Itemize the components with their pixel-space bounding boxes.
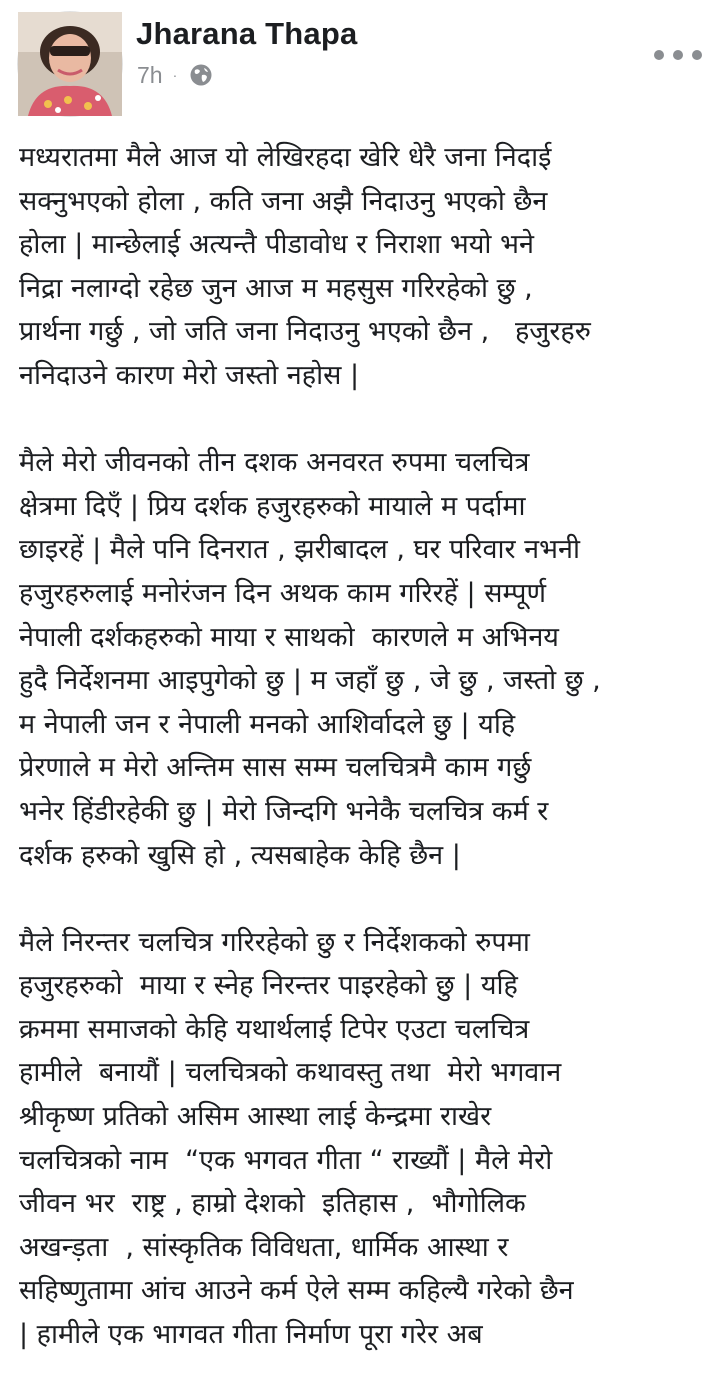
post-text-line: हामीले बनायौं | चलचित्रको कथावस्तु तथा मेरो भगवान [19, 1057, 562, 1089]
post-paragraph [19, 136, 709, 398]
avatar-photo [18, 12, 122, 116]
post-text-line: मध्यरातमा मैले आज यो लेखिरहदा खेरि धेरै जना निदाई [19, 142, 552, 173]
post-text-line: प्रार्थना गर्छु , जो जति जना निदाउनु भएको छैन , हजुरहरु [19, 316, 591, 348]
post-text-line: छाइरहें | मैले पनि दिनरात , झरीबादल , घर परिवार नभनी [19, 534, 581, 566]
author-avatar[interactable] [18, 12, 122, 116]
post-text-line: जीवन भर राष्ट्र , हाम्रो देशको इतिहास , भौगोलिक [19, 1188, 526, 1220]
post-text-line: हजुरहरुलाई मनोरंजन दिन अथक काम गरिरहें | सम्पूर्ण [19, 577, 546, 609]
post-text-line: | हामीले एक भागवत गीता निर्माण पूरा गरेर अब [19, 1319, 483, 1351]
post-text-line: श्रीकृष्ण प्रतिको असिम आस्था लाई केन्द्रमा राखेर [19, 1101, 492, 1133]
more-dot-icon [654, 50, 664, 60]
post-text-line: निद्रा नलाग्दो रहेछ जुन आज म महसुस गरिरहेको छु , [19, 272, 533, 304]
more-options-button[interactable] [654, 40, 702, 70]
post-meta [137, 60, 213, 90]
post-text-line: सहिष्णुतामा आंच आउने कर्म ऐले सम्म कहिल्यै गरेको छैन [19, 1275, 574, 1307]
post-paragraph [19, 921, 709, 1357]
post-text-line: हजुरहरुको माया र स्नेह निरन्तर पाइरहेको छु | यहि [19, 970, 518, 1002]
post-text-line: ननिदाउने कारण मेरो जस्तो नहोस | [19, 359, 360, 391]
post-text-line: सक्नुभएको होला , कति जना अझै निदाउनु भएको छैन [19, 185, 548, 217]
post-text-line: क्रममा समाजको केहि यथार्थलाई टिपेर एउटा चलचित्र [19, 1013, 530, 1045]
post-text-line: भनेर हिंडीरहेकी छु | मेरो जिन्दगि भनेकै चलचित्र कर्म र [19, 795, 549, 827]
post-text-line: हुदै निर्देशनमा आइपुगेको छु | म जहाँ छु , जे छु , जस्तो छु , [19, 665, 601, 697]
post-text-line: प्रेरणाले म मेरो अन्तिम सास सम्म चलचित्रमै काम गर्छु [19, 752, 532, 784]
post-text-line: दर्शक हरुको खुसि हो , त्यसबाहेक केहि छैन | [19, 839, 461, 871]
author-name[interactable]: Jharana Thapa [136, 16, 358, 51]
post-text-line: मैले मेरो जीवनको तीन दशक अनवरत रुपमा चलचित्र [19, 447, 530, 479]
post-text-line: नेपाली दर्शकहरुको माया र साथको कारणले म अभिनय [19, 621, 559, 653]
more-dot-icon [692, 50, 702, 60]
post-body [19, 136, 709, 1400]
meta-separator: · [172, 67, 178, 83]
post-text-line: होला | मान्छेलाई अत्यन्तै पीडावोध र निराशा भयो भने [19, 229, 534, 261]
post-text-line: चलचित्रको नाम “एक भगवत गीता “ राख्यौं | मैले मेरो [19, 1144, 553, 1176]
post-paragraph [19, 441, 709, 877]
post-time[interactable]: 7h [137, 61, 163, 88]
post-text-line: क्षेत्रमा दिएँ | प्रिय दर्शक हजुरहरुको मायाले म पर्दामा [19, 490, 526, 522]
post-text-line: म नेपाली जन र नेपाली मनको आशिर्वादले छु | यहि [19, 708, 516, 740]
globe-icon[interactable] [189, 63, 213, 87]
post-text-line: अखन्ड़ता , सांस्कृतिक विविधता, धार्मिक आस्था र [19, 1231, 509, 1263]
more-dot-icon [673, 50, 683, 60]
post-text-line: मैले निरन्तर चलचित्र गरिरहेको छु र निर्देशकको रुपमा [19, 926, 530, 958]
post-header [0, 0, 720, 120]
